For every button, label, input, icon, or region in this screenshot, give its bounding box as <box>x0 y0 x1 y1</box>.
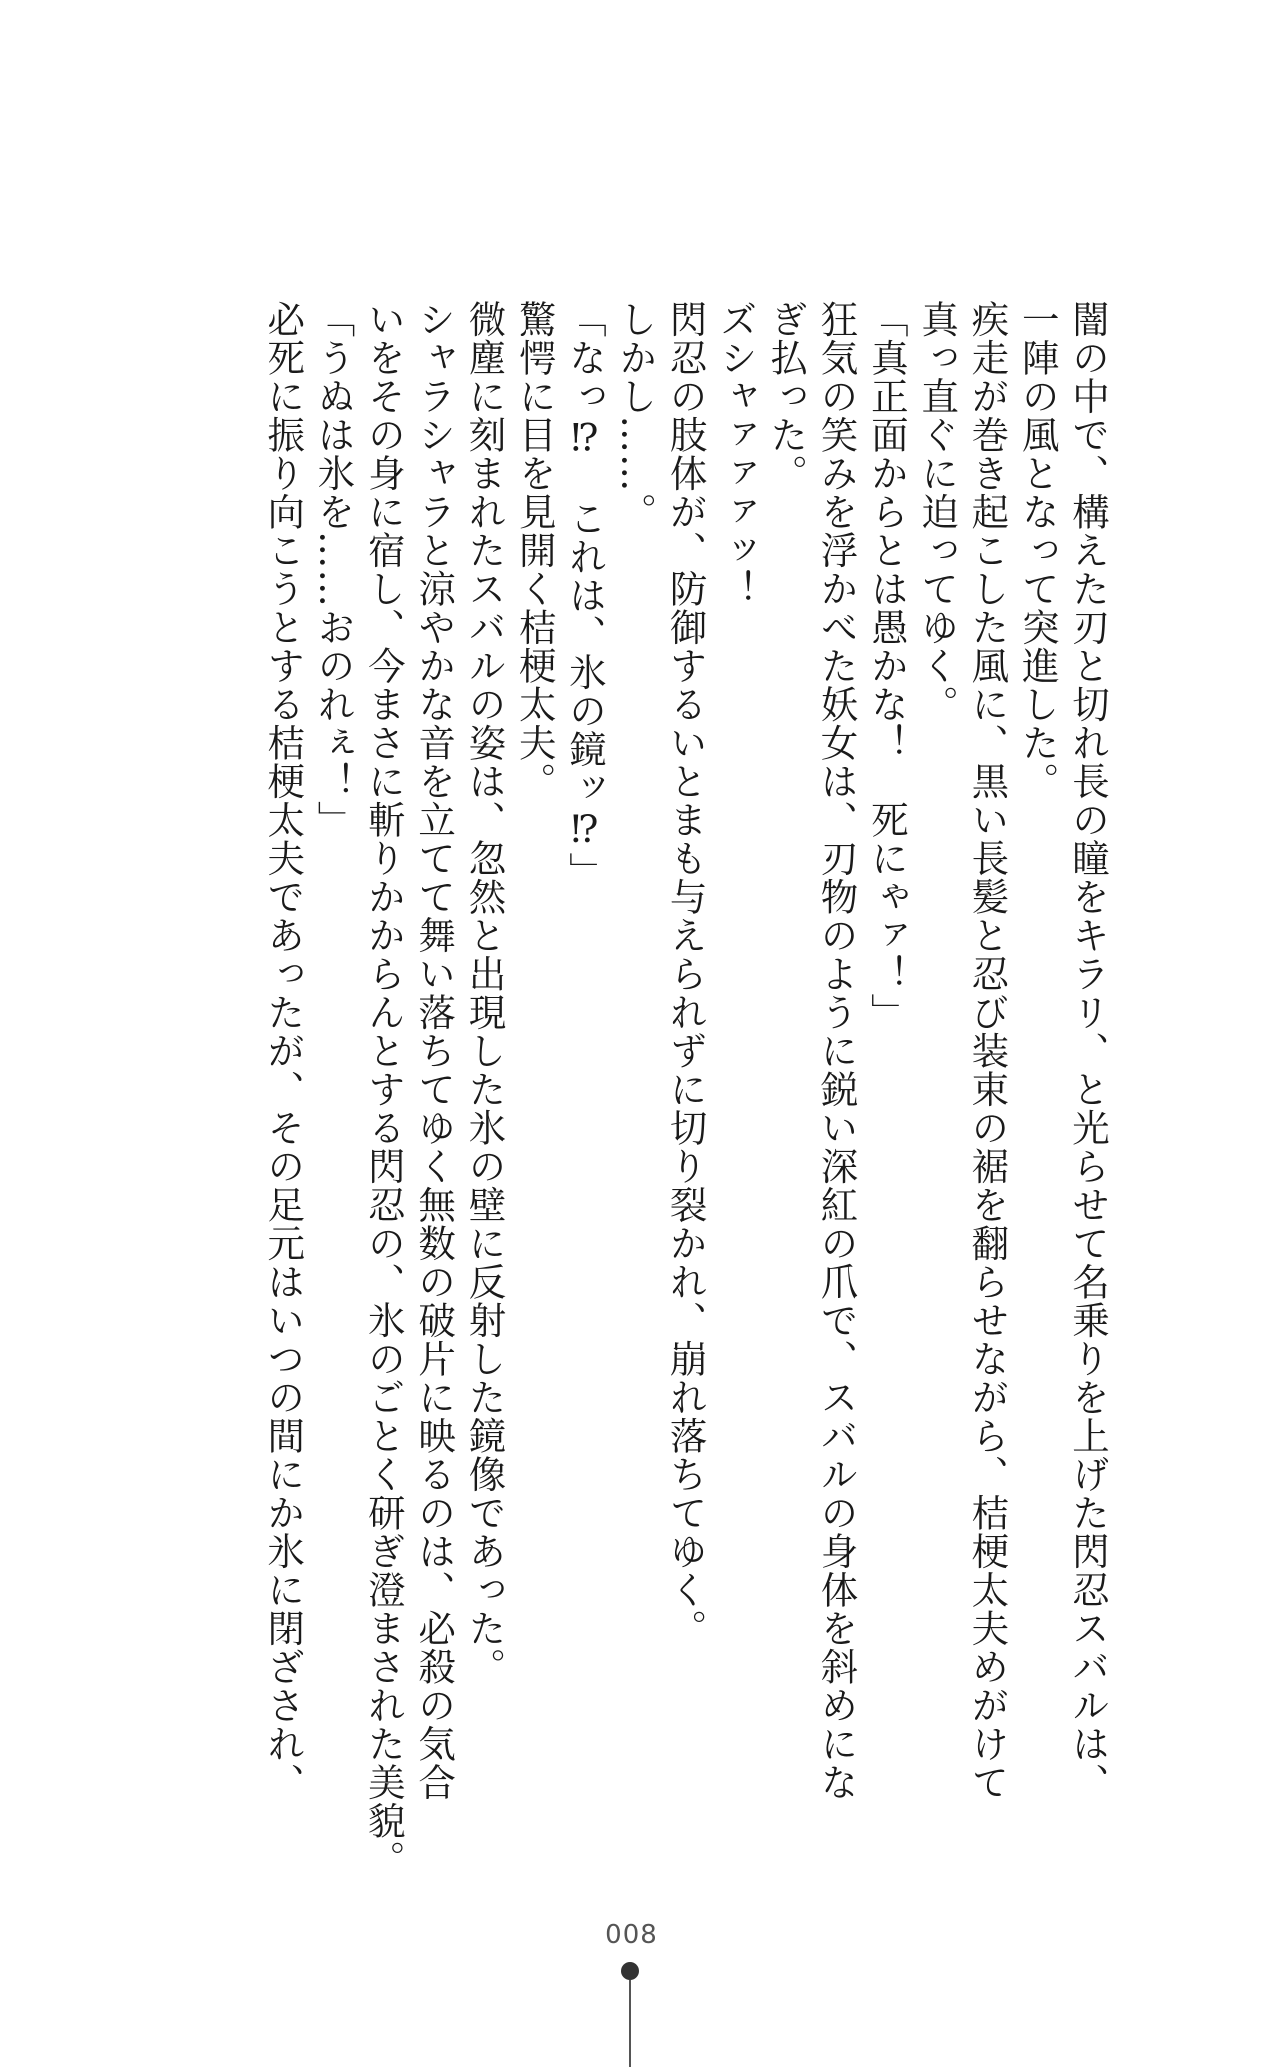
text-line: しかし……。 <box>613 300 658 531</box>
text-line: いをその身に宿し、今まさに斬りかからんとする閃忍の、氷のごとく研ぎ澄まされた美貌。 <box>361 300 406 1879</box>
text-line: 真っ直ぐに迫ってゆく。 <box>915 300 960 724</box>
text-line: 「真正面からとは愚かな！ 死にゃァ！」 <box>864 300 909 1032</box>
text-line: 一陣の風となって突進した。 <box>1015 300 1060 801</box>
page-number: 008 <box>605 1920 658 1950</box>
text-line: ぎ払った。 <box>764 300 809 493</box>
text-line: 閃忍の肢体が、防御するいとまも与えられずに切り裂かれ、崩れ落ちてゆく。 <box>663 300 708 1648</box>
text-line: 微塵に刻まれたスバルの姿は、忽然と出現した氷の壁に反射した鏡像であった。 <box>462 300 507 1686</box>
text-line: 狂気の笑みを浮かべた妖女は、刃物のように鋭い深紅の爪で、スバルの身体を斜めにな <box>814 300 859 1802</box>
text-line: ズシャァァァッ！ <box>713 300 758 608</box>
page-marker-rule <box>629 1980 631 2067</box>
vertical-text-body <box>258 300 1113 1879</box>
text-line: 「うぬは氷を……おのれぇ！」 <box>311 300 356 839</box>
text-line: シャラシャラと涼やかな音を立てて舞い落ちてゆく無数の破片に映るのは、必殺の気合 <box>412 300 457 1802</box>
page-marker-dot <box>621 1962 639 1980</box>
text-line: 疾走が巻き起こした風に、黒い長髪と忍び装束の裾を翻らせながら、桔梗太夫めがけて <box>965 300 1010 1802</box>
text-line: 必死に振り向こうとする桔梗太夫であったが、その足元はいつの間にか氷に閉ざされ、 <box>261 300 306 1802</box>
text-line: 「なっ⁉ これは、氷の鏡ッ⁉」 <box>563 300 608 891</box>
text-line: 驚愕に目を見開く桔梗太夫。 <box>512 300 557 801</box>
text-line: 闇の中で、構えた刃と切れ長の瞳をキラリ、と光らせて名乗りを上げた閃忍スバルは、 <box>1066 300 1110 1802</box>
